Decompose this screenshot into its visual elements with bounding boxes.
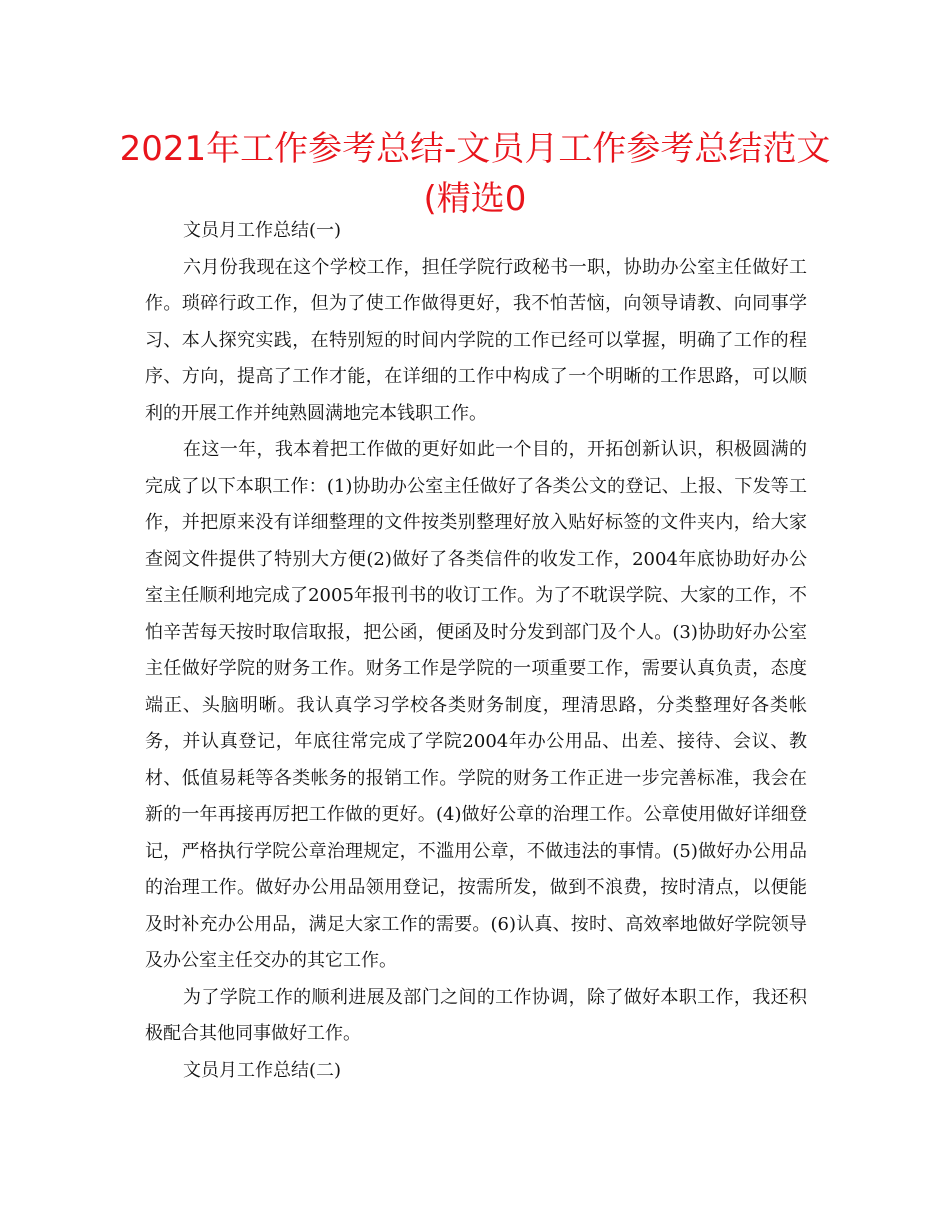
paragraph: 在这一年，我本着把工作做的更好如此一个目的，开拓创新认识，积极圆满的完成了以下本职工作：(1)协助办公室主任做好了各类公文的登记、上报、下发等工作，并把原来没有详细整理的文件按类别整理好放入贴好标签的文件夹内，给大家查阅文件提供了特别大方便(2)做好了各类信件的收发工作，2004年底协助好办公室主任顺利地完成了2005年报刊书的收订工作。为了不耽误学院、大家的工作，不怕辛苦每天按时取信取报，把公函，便函及时分发到部门及个人。(3)协助好办公室主任做好学院的财务工作。财务工作是学院的一项重要工作，需要认真负责，态度端正、头脑明晰。我认真学习学校各类财务制度，理清思路，分类整理好各类帐务，并认真登记，年底往常完成了学院2004年办公用品、出差、接待、会议、教材、低值易耗等各类帐务的报销工作。学院的财务工作正进一步完善标准，我会在新的一年再接再厉把工作做的更好。(4)做好公章的治理工作。公章使用做好详细登记，严格执行学院公章治理规定，不滥用公章，不做违法的事情。(5)做好办公用品的治理工作。做好办公用品领用登记，按需所发，做到不浪费，按时清点，以便能及时补充办公用品，满足大家工作的需要。(6)认真、按时、高效率地做好学院领导及办公室主任交办的其它工作。 — [145, 439, 807, 971]
document-body — [145, 213, 807, 1089]
paragraph: 六月份我现在这个学校工作，担任学院行政秘书一职，协助办公室主任做好工作。琐碎行政工作，但为了使工作做得更好，我不怕苦恼，向领导请教、向同事学习、本人探究实践，在特别短的时间内学院的工作已经可以掌握，明确了工作的程序、方向，提高了工作才能，在详细的工作中构成了一个明晰的工作思路，可以顺利的开展工作并纯熟圆满地完本钱职工作。 — [145, 256, 807, 424]
section-heading-1: 文员月工作总结(一) — [183, 220, 342, 241]
section-heading-2: 文员月工作总结(二) — [183, 1059, 342, 1081]
paragraph: 为了学院工作的顺利进展及部门之间的工作协调，除了做好本职工作，我还积极配合其他同事做好工作。 — [145, 986, 807, 1044]
document-title: 2021年工作参考总结-文员月工作参考总结范文(精选0 — [119, 129, 831, 219]
